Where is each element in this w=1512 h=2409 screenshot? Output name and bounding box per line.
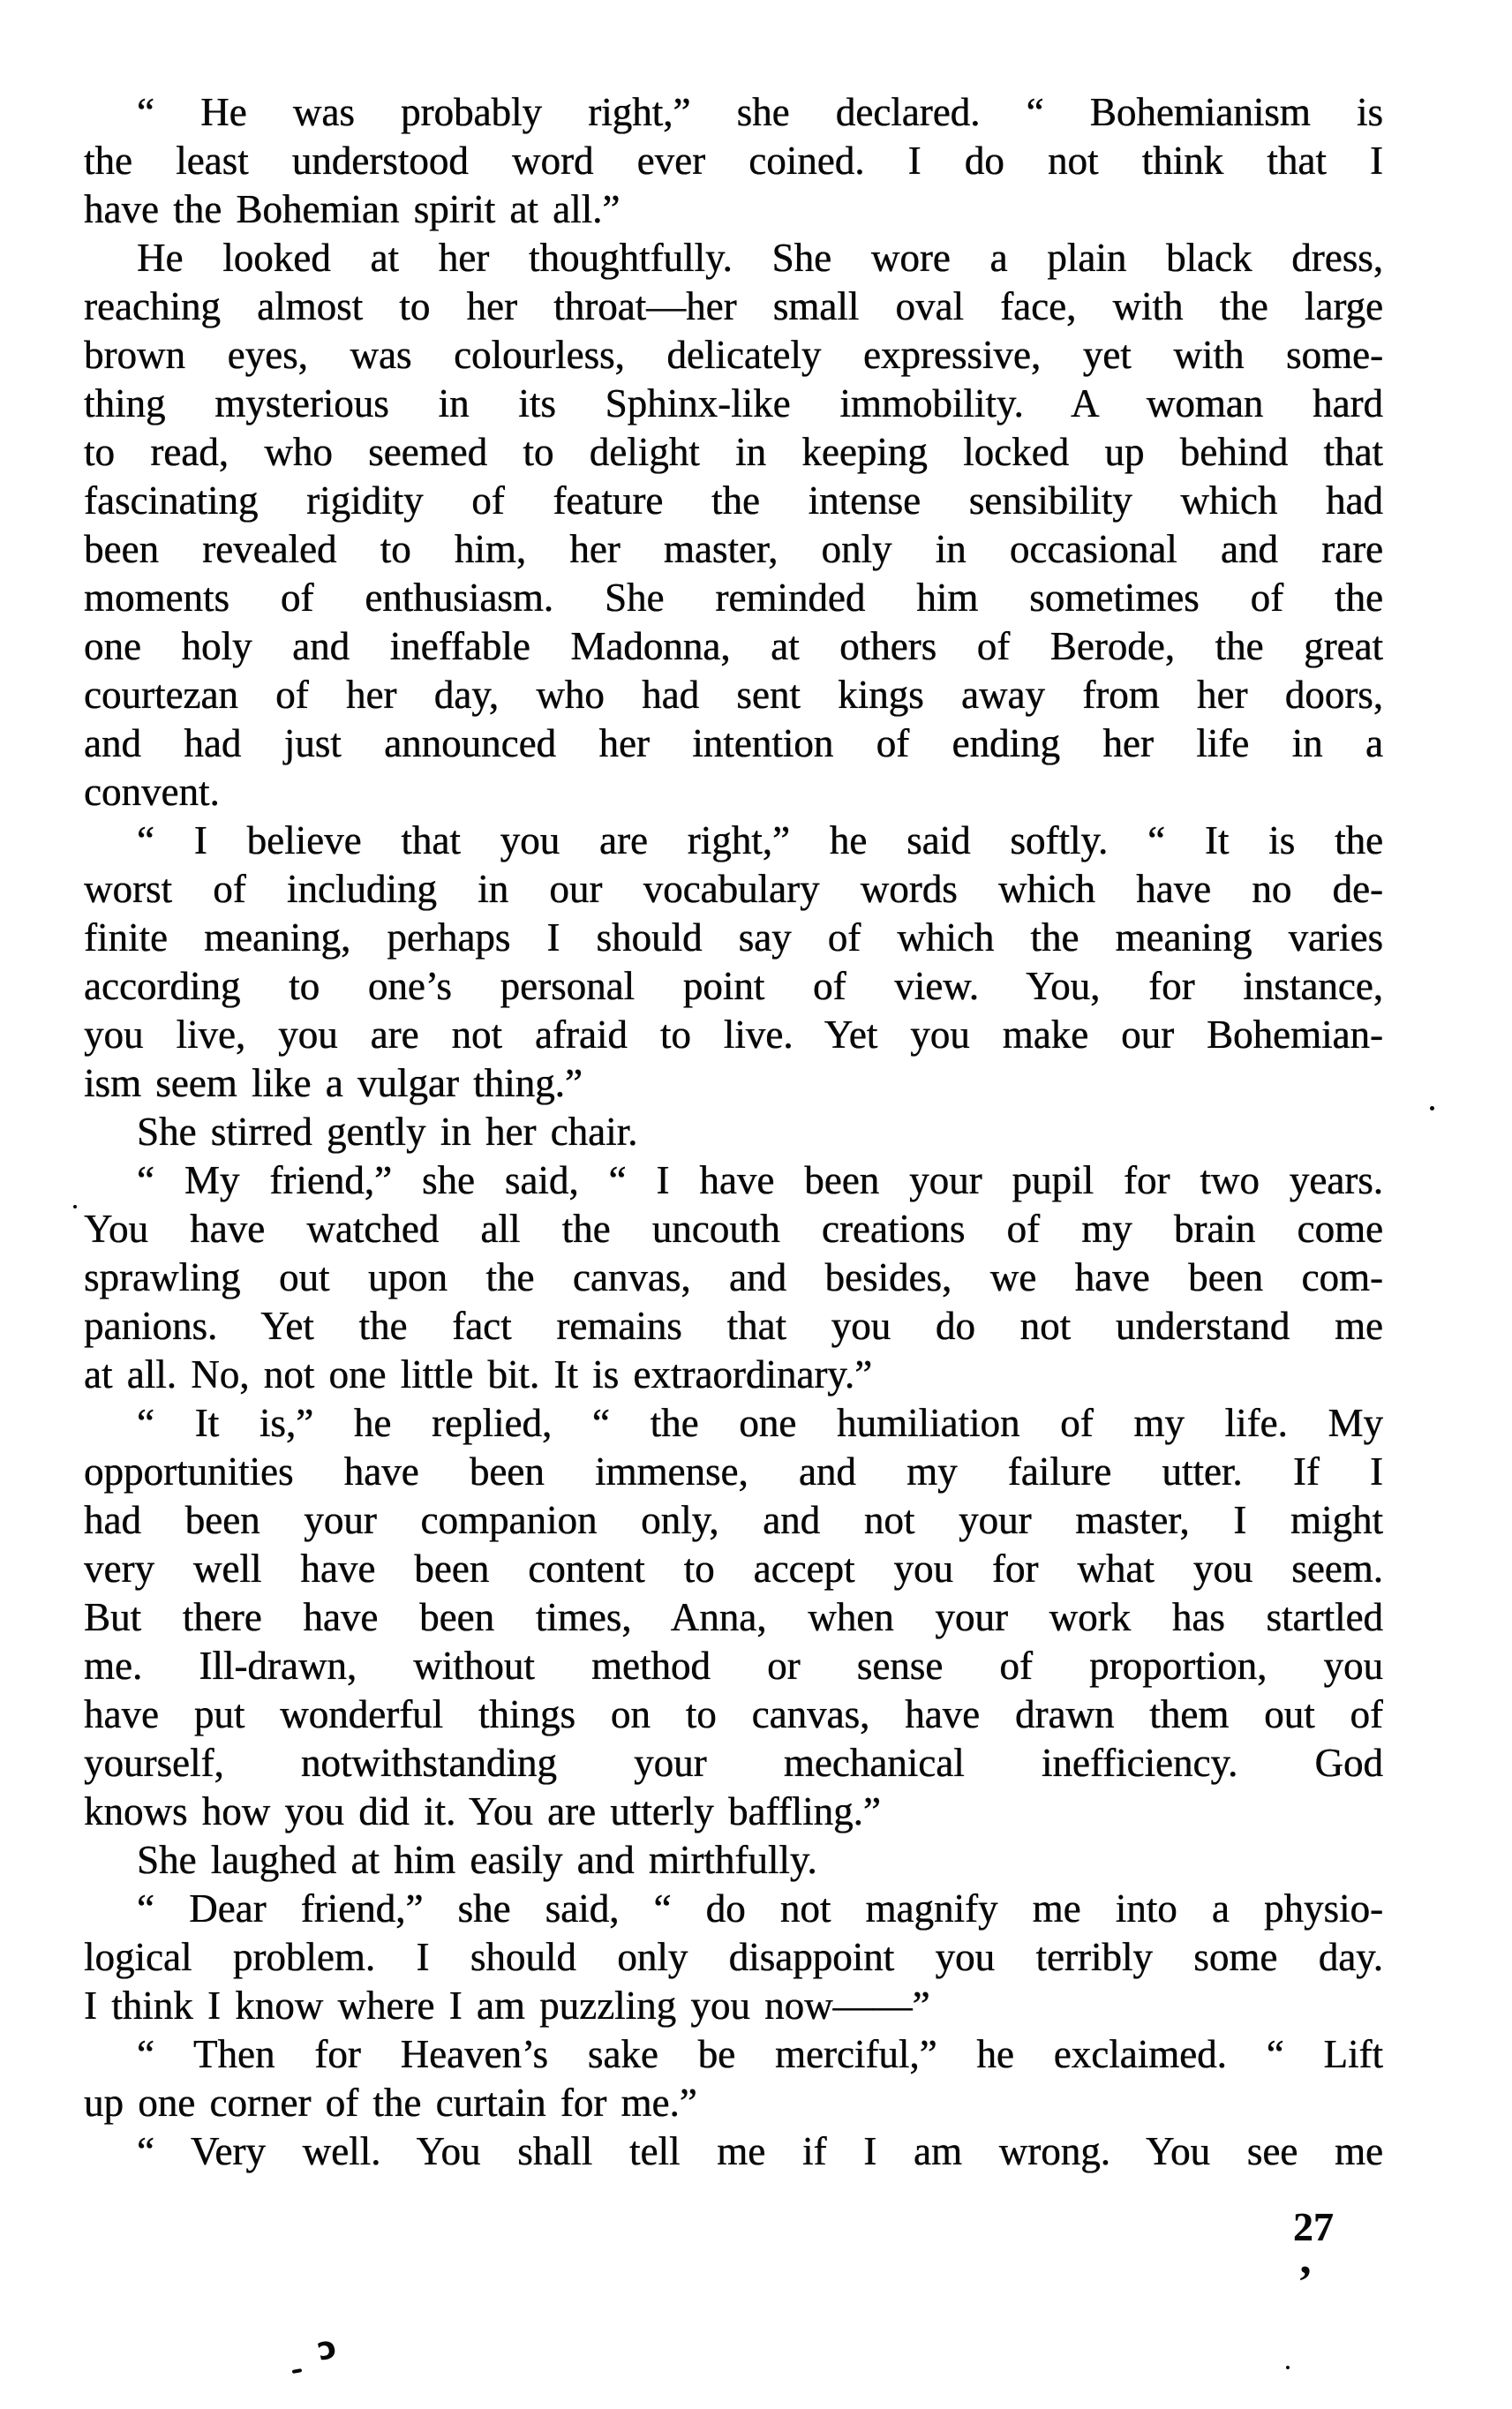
text-line: been revealed to him, her master, only in occasional and rare	[84, 527, 1383, 571]
text-line: to read, who seemed to delight in keeping locked up behind that	[84, 430, 1383, 474]
ink-speck	[1430, 1106, 1434, 1110]
text-line: moments of enthusiasm. She reminded him sometimes of the	[84, 576, 1383, 620]
text-line: worst of including in our vocabulary words which have no de-	[84, 867, 1383, 911]
ink-hook-mark: ɔ	[313, 2329, 341, 2368]
ink-dash-mark	[292, 2368, 303, 2374]
text-line: “ Then for Heaven’s sake be merciful,” he exclaimed. “ Lift	[137, 2032, 1383, 2076]
text-line: “ My friend,” she said, “ I have been your pupil for two years.	[137, 1158, 1383, 1202]
text-line: thing mysterious in its Sphinx-like immobility. A woman hard	[84, 381, 1383, 425]
text-line: panions. Yet the fact remains that you do not understand me	[84, 1304, 1383, 1348]
text-line: He looked at her thoughtfully. She wore a plain black dress,	[137, 236, 1383, 280]
ink-comma-mark: ’	[1298, 2257, 1313, 2307]
page-number: 27	[1293, 2204, 1334, 2249]
text-line: opportunities have been immense, and my failure utter. If I	[84, 1449, 1383, 1494]
text-line: I think I know where I am puzzling you now——”	[84, 1984, 930, 2028]
body-text	[84, 88, 1383, 2176]
text-line: had been your companion only, and not your master, I might	[84, 1498, 1383, 1542]
text-line: convent.	[84, 770, 220, 814]
text-line: “ It is,” he replied, “ the one humiliation of my life. My	[137, 1401, 1383, 1445]
text-line: the least understood word ever coined. I do not think that I	[84, 139, 1383, 183]
text-line: “ He was probably right,” she declared. “ Bohemianism is	[137, 90, 1383, 134]
text-line: fascinating rigidity of feature the intense sensibility which had	[84, 478, 1383, 523]
text-line: You have watched all the uncouth creations of my brain come	[84, 1207, 1383, 1251]
text-line: according to one’s personal point of view. You, for instance,	[84, 964, 1383, 1008]
text-line: up one corner of the curtain for me.”	[84, 2081, 697, 2125]
text-line: brown eyes, was colourless, delicately expressive, yet with some-	[84, 333, 1383, 377]
text-line: “ Dear friend,” she said, “ do not magnify me into a physio-	[137, 1886, 1383, 1931]
text-line: have put wonderful things on to canvas, have drawn them out of	[84, 1692, 1383, 1736]
text-line: sprawling out upon the canvas, and besides, we have been com-	[84, 1255, 1383, 1299]
text-line: and had just announced her intention of ending her life in a	[84, 721, 1383, 765]
text-line: She laughed at him easily and mirthfully.	[137, 1838, 817, 1882]
text-line: knows how you did it. You are utterly baffling.”	[84, 1789, 881, 1833]
text-line: reaching almost to her throat—her small oval face, with the large	[84, 284, 1383, 328]
text-line: “ Very well. You shall tell me if I am wrong. You see me	[137, 2129, 1383, 2173]
text-line: But there have been times, Anna, when your work has startled	[84, 1595, 1383, 1639]
text-line: one holy and ineffable Madonna, at others of Berode, the great	[84, 624, 1383, 668]
text-line: yourself, notwithstanding your mechanical inefficiency. God	[84, 1741, 1383, 1785]
text-line: courtezan of her day, who had sent kings away from her doors,	[84, 673, 1383, 717]
text-line: me. Ill-drawn, without method or sense of proportion, you	[84, 1644, 1383, 1688]
text-line: finite meaning, perhaps I should say of which the meaning varies	[84, 915, 1383, 960]
ink-speck	[73, 1205, 77, 1208]
text-line: you live, you are not afraid to live. Yet you make our Bohemian-	[84, 1013, 1383, 1057]
ink-speck	[1286, 2366, 1290, 2369]
text-line: “ I believe that you are right,” he said softly. “ It is the	[137, 818, 1383, 862]
text-line: logical problem. I should only disappoint you terribly some day.	[84, 1935, 1383, 1979]
text-line: very well have been content to accept you for what you seem.	[84, 1547, 1383, 1591]
text-line: ism seem like a vulgar thing.”	[84, 1061, 583, 1105]
text-line: have the Bohemian spirit at all.”	[84, 187, 621, 231]
text-line: at all. No, not one little bit. It is extraordinary.”	[84, 1352, 873, 1396]
text-line: She stirred gently in her chair.	[137, 1110, 638, 1154]
